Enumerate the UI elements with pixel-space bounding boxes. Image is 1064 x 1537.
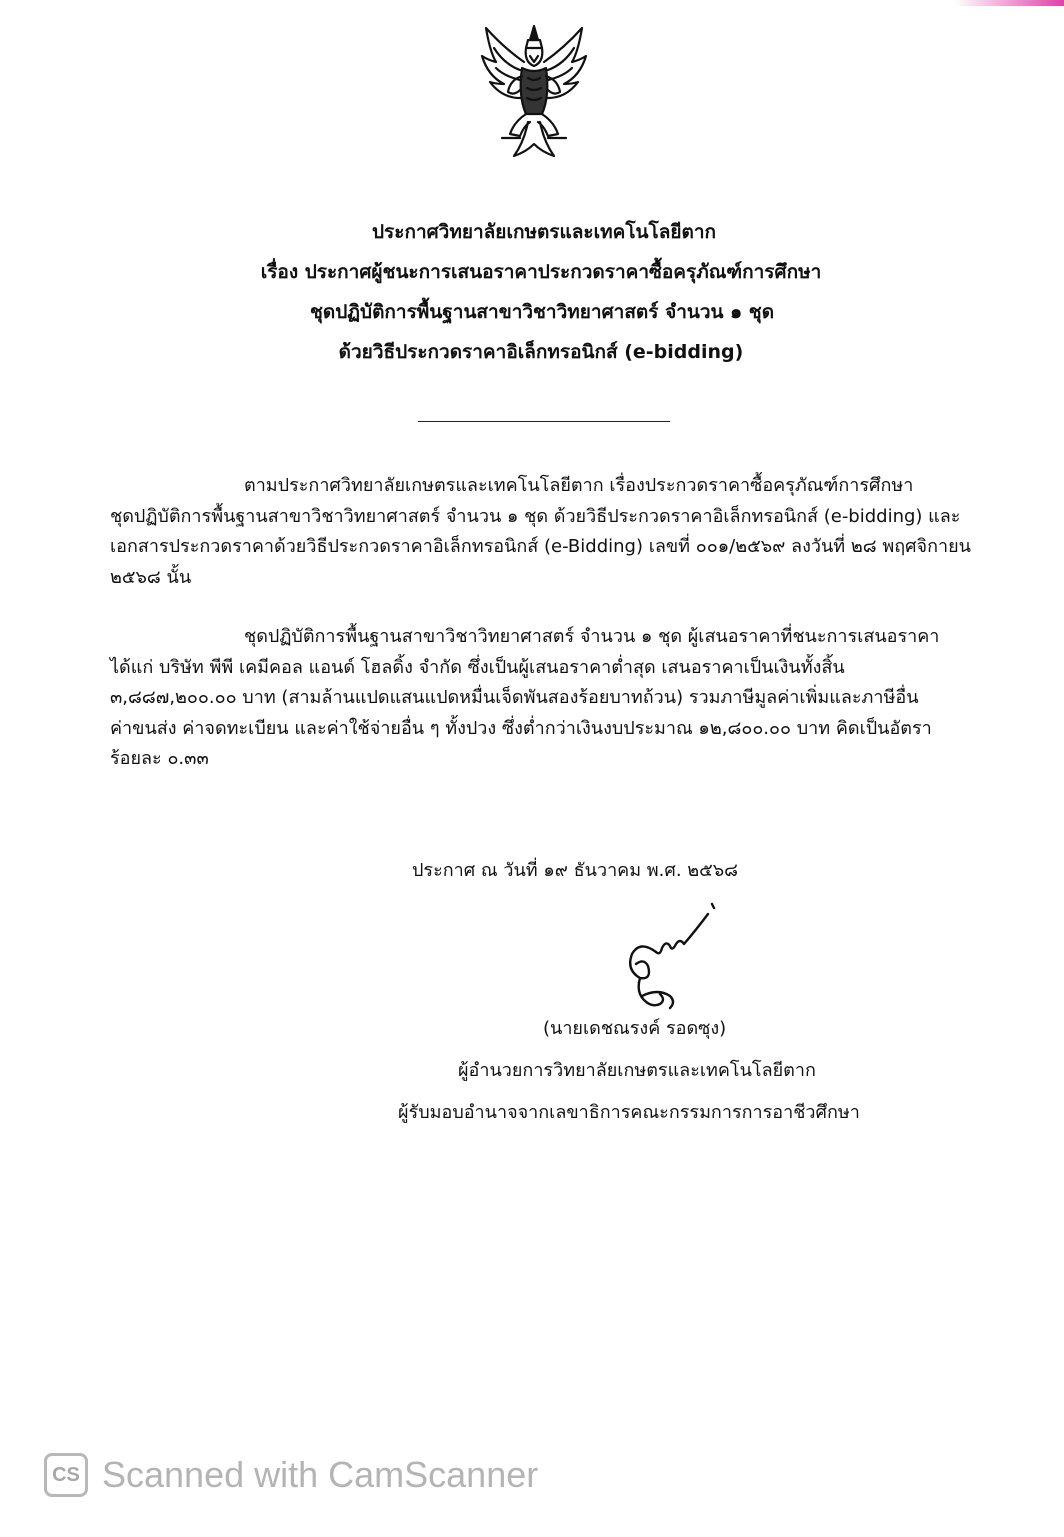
watermark-text: Scanned with CamScanner (102, 1454, 539, 1495)
signature-icon (600, 900, 730, 1020)
title-line-subject: เรื่อง ประกาศผู้ชนะการเสนอราคาประกวดราคาซื้อครุภัณฑ์การศึกษา (260, 261, 822, 283)
title-divider (418, 421, 670, 422)
paragraph-winner (110, 622, 960, 775)
title-line-item: ชุดปฏิบัติการพื้นฐานสาขาวิชาวิทยาศาสตร์ จำนวน ๑ ชุด (309, 301, 775, 323)
signer-position: ผู้อำนวยการวิทยาลัยเกษตรและเทคโนโลยีตาก (458, 1060, 816, 1081)
garuda-emblem-icon (474, 18, 594, 168)
scan-edge-mark (954, 0, 1064, 6)
paragraph-reference (110, 471, 971, 593)
paragraph-line: ค่าขนส่ง ค่าจดทะเบียน และค่าใช้จ่ายอื่น ๆ ทั้งปวง ซึ่งต่ำกว่าเงินงบประมาณ ๑๒,๘๐๐.๐๐ บาท คิดเป็นอัตรา (110, 717, 932, 739)
paragraph-line: ตามประกาศวิทยาลัยเกษตรและเทคโนโลยีตาก เรื่องประกวดราคาซื้อครุภัณฑ์การศึกษา (244, 475, 914, 496)
camscanner-watermark (44, 1450, 538, 1500)
paragraph-line: ชุดปฏิบัติการพื้นฐานสาขาวิชาวิทยาศาสตร์ จำนวน ๑ ชุด ด้วยวิธีประกวดราคาอิเล็กทรอนิกส์ (e-bidding) และ (110, 505, 961, 527)
signer-name: (นายเดชณรงค์ รอดซุง) (543, 1018, 727, 1039)
title-line-organization: ประกาศวิทยาลัยเกษตรและเทคโนโลยีตาก (371, 221, 717, 243)
paragraph-line: ร้อยละ ๐.๓๓ (110, 748, 209, 769)
paragraph-line: ๒๕๖๘ นั้น (110, 566, 192, 588)
announcement-title (0, 212, 1064, 372)
paragraph-line: เอกสารประกวดราคาด้วยวิธีประกวดราคาอิเล็กทรอนิกส์ (e-Bidding) เลขที่ ๐๐๑/๒๕๖๙ ลงวันที่ ๒๘ พฤศจิกายน (110, 536, 971, 557)
paragraph-line: ได้แก่ บริษัท พีพี เคมีคอล แอนด์ โฮลดิ้ง จำกัด ซึ่งเป็นผู้เสนอราคาต่ำสุด เสนอราคาเป็นเงินทั้งสิ้น (110, 656, 845, 678)
signer-delegation: ผู้รับมอบอำนาจจากเลขาธิการคณะกรรมการการอาชีวศึกษา (398, 1102, 860, 1123)
paragraph-line: ชุดปฏิบัติการพื้นฐานสาขาวิชาวิทยาศาสตร์ จำนวน ๑ ชุด ผู้เสนอราคาที่ชนะการเสนอราคา (244, 626, 940, 647)
paragraph-line: ๓,๘๘๗,๒๐๐.๐๐ บาท (สามล้านแปดแสนแปดหมื่นเจ็ดพันสองร้อยบาทถ้วน) รวมภาษีมูลค่าเพิ่มและภาษีอื่น (110, 687, 919, 708)
title-line-method: ด้วยวิธีประกวดราคาอิเล็กทรอนิกส์ (e-bidding) (338, 341, 744, 363)
announcement-date: ประกาศ ณ วันที่ ๑๙ ธันวาคม พ.ศ. ๒๕๖๘ (412, 860, 739, 881)
camscanner-logo-icon: CS (44, 1453, 88, 1497)
